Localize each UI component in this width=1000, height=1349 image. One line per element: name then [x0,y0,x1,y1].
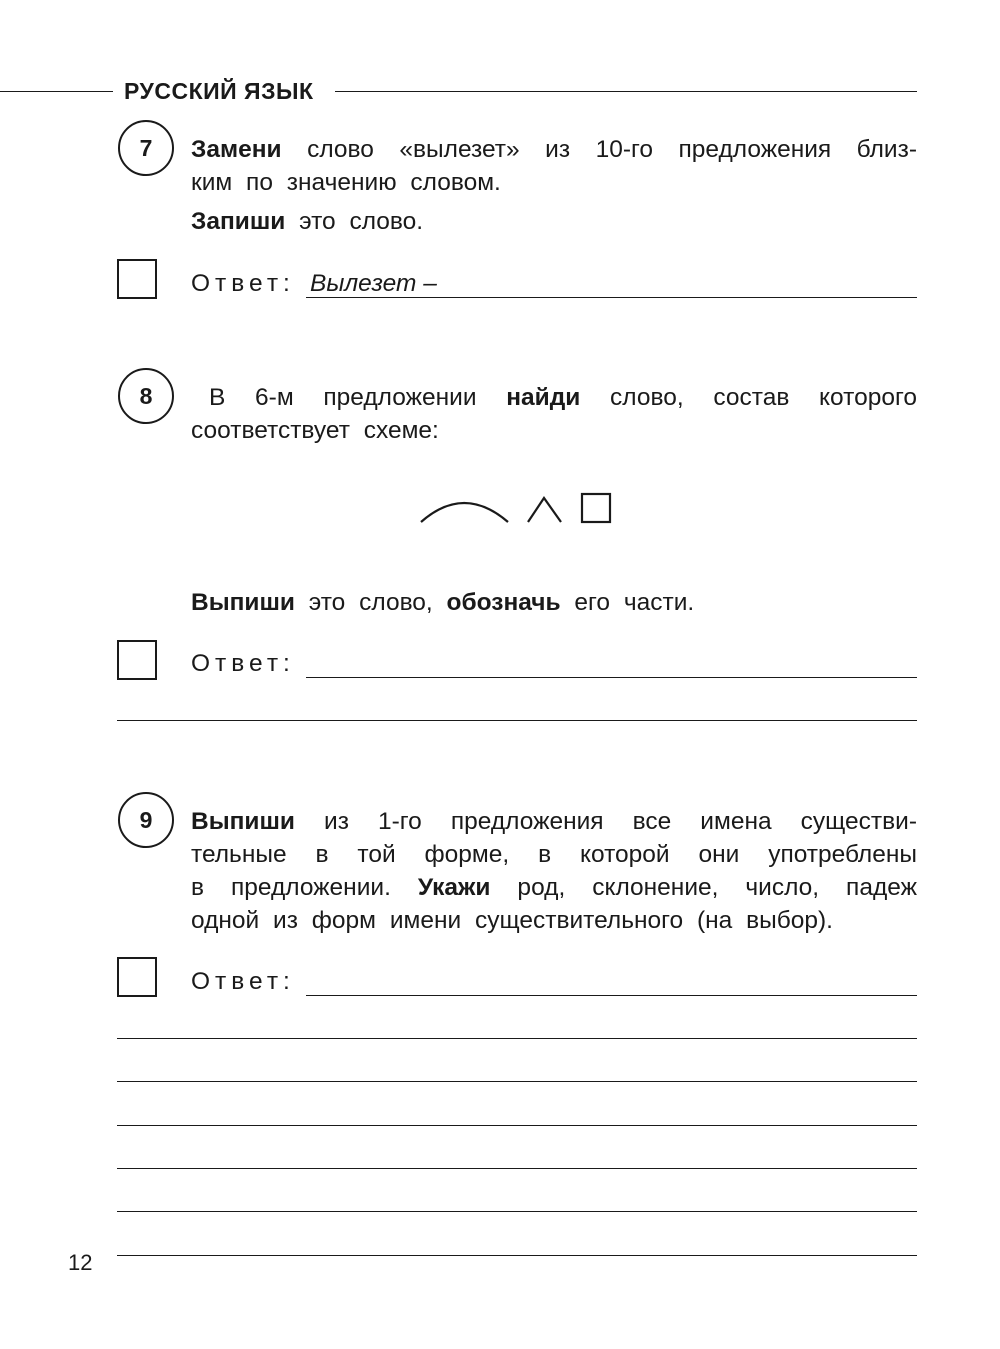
answer-label: Ответ: [191,650,295,677]
instruction-text: это слово. [285,208,424,235]
prompt-line [191,381,917,414]
instruction-text: его части. [560,589,695,616]
task-prompt-cont [191,166,917,199]
verb: обозначь [446,589,561,616]
page-number: 12 [68,1250,93,1275]
prompt-line: соответствует схеме: [191,417,439,444]
ending-square-icon [582,494,610,522]
answer-line[interactable] [117,1255,917,1256]
answer-line[interactable] [117,1168,917,1169]
prompt-line: тельные в той форме, в которой они употреблены [191,841,917,868]
answer-line[interactable] [306,297,917,298]
answer-line[interactable] [117,1125,917,1126]
answer-line[interactable] [117,1081,917,1082]
prompt-text: род, склонение, число, падеж [490,874,917,901]
task-number-badge: 7 [118,120,174,176]
task-prompt [191,805,917,904]
prompt-line [191,871,917,904]
score-checkbox[interactable] [117,640,157,680]
prompt-text: слово «вылезет» из 10-го предложения близ- [281,136,917,163]
morpheme-scheme [415,488,620,528]
answer-prefill: Вылезет – [310,270,437,297]
score-checkbox[interactable] [117,259,157,299]
task-instruction [191,586,917,619]
root-arc-icon [421,503,508,522]
suffix-caret-icon [528,498,561,522]
subject-title: РУССКИЙ ЯЗЫК [124,78,314,104]
answer-line[interactable] [117,720,917,721]
answer-label: Ответ: [191,968,295,995]
task-prompt [191,133,917,166]
verb: Укажи [417,874,491,901]
prompt-line [191,133,917,166]
verb: Замени [191,136,282,163]
prompt-line: одной из форм имени существительного (на выбор). [191,907,833,934]
prompt-line: ким по значению словом. [191,169,501,196]
answer-line[interactable] [117,1211,917,1212]
prompt-line [191,805,917,838]
task-prompt-cont [191,414,917,447]
task-prompt-cont [191,904,917,937]
answer-line[interactable] [306,995,917,996]
task-prompt [191,381,917,414]
prompt-text: в предложении. [191,874,418,901]
answer-label: Ответ: [191,270,295,297]
task-number-badge: 9 [118,792,174,848]
task-number-badge: 8 [118,368,174,424]
prompt-text: слово, состав которого [580,384,917,411]
task-instruction [191,205,917,238]
prompt-text: В 6-м предложении [209,384,507,411]
header-rule-right [335,91,917,92]
verb: найди [506,384,581,411]
verb: Запиши [191,208,286,235]
answer-line[interactable] [117,1038,917,1039]
score-checkbox[interactable] [117,957,157,997]
verb: Выпиши [191,589,295,616]
verb: Выпиши [191,808,295,835]
instruction-text: это слово, [294,589,447,616]
prompt-text: из 1-го предложения все имена существи- [294,808,917,835]
header-rule-left [0,91,113,92]
answer-line[interactable] [306,677,917,678]
